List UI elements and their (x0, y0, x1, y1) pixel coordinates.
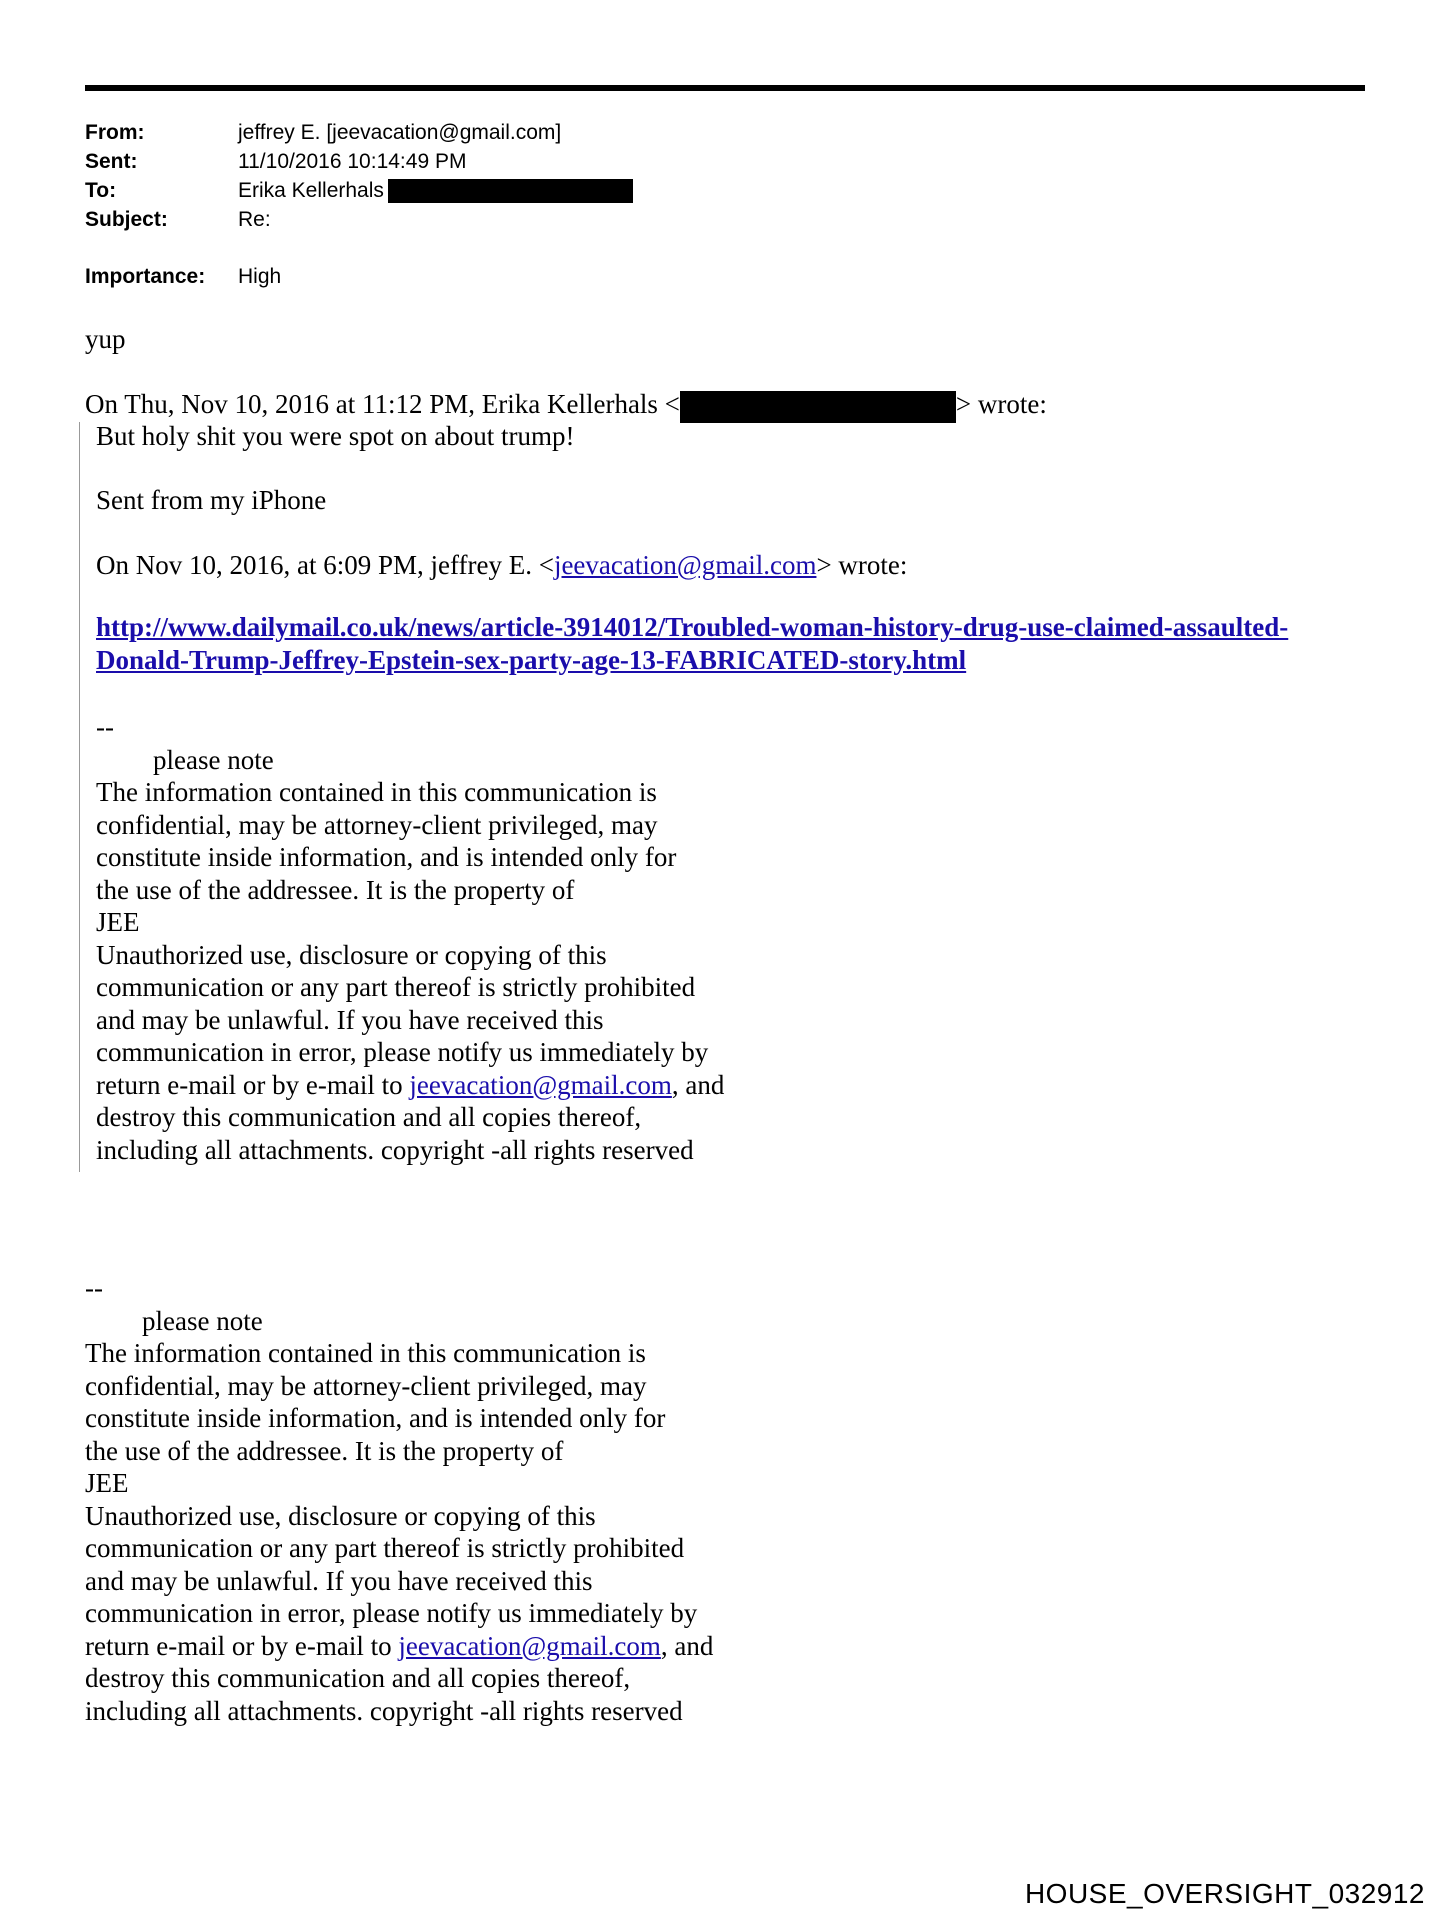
quote1-prefix: On Thu, Nov 10, 2016 at 11:12 PM, Erika Kellerhals < (85, 389, 680, 419)
quote2-attribution (96, 549, 907, 582)
article-link-line1[interactable] (96, 611, 1288, 644)
quote1-line1: But holy shit you were spot on about trump! (96, 421, 575, 451)
bates-number: HOUSE_OVERSIGHT_032912 (1024, 1878, 1425, 1909)
quote1-line2: Sent from my iPhone (96, 485, 327, 515)
disclaimer-line: communication or any part thereof is strictly prohibited (85, 1533, 685, 1563)
disclaimer-line: The information contained in this communication is (96, 777, 657, 807)
disclaimer-line: communication in error, please notify us immediately by (96, 1037, 709, 1067)
disclaimer-dashes: -- (96, 712, 114, 742)
quote2-suffix: > wrote: (816, 550, 908, 580)
disclaimer-return-line (96, 1069, 724, 1102)
disclaimer-line: Unauthorized use, disclosure or copying of this (85, 1500, 596, 1531)
disclaimer-line: Unauthorized use, disclosure or copying of this (96, 939, 607, 970)
disclaimer-line: and may be unlawful. If you have received this (96, 1004, 604, 1035)
quoted-disclaimer (96, 711, 724, 1166)
article-link-part2[interactable]: Donald-Trump-Jeffrey-Epstein-sex-party-age-13-FABRICATED-story.html (96, 645, 967, 675)
redaction-bar (388, 179, 633, 203)
disclaimer-line: JEE (96, 907, 140, 937)
disclaimer-line: constitute inside information, and is intended only for (85, 1403, 666, 1433)
disclaimer-line: confidential, may be attorney-client privileged, may (96, 809, 658, 840)
disclaimer-line: constitute inside information, and is intended only for (96, 842, 677, 872)
disclaimer-line: The information contained in this communication is (85, 1338, 646, 1368)
importance-label: Importance: (85, 265, 206, 288)
sent-label: Sent: (85, 150, 138, 173)
to-label: To: (85, 179, 117, 202)
quote1-suffix: > wrote: (955, 389, 1047, 419)
importance-value: High (238, 265, 282, 288)
reply-text: yup (85, 324, 126, 354)
disclaimer-line: JEE (85, 1468, 129, 1498)
disclaimer-dashes: -- (85, 1273, 103, 1303)
disclaimer-line: including all attachments. copyright -all rights reserved (85, 1695, 683, 1726)
sent-value: 11/10/2016 10:14:49 PM (238, 150, 467, 173)
disclaimer-line: the use of the addressee. It is the property of (96, 874, 575, 905)
top-rule (85, 85, 1365, 91)
redaction-bar (680, 391, 956, 423)
article-link-part1[interactable]: http://www.dailymail.co.uk/news/article-3914012/Troubled-woman-history-drug-use-claimed-assaulted- (96, 612, 1289, 642)
disclaimer-email-link[interactable]: jeevacation@gmail.com (398, 1630, 661, 1661)
disclaimer-line: the use of the addressee. It is the property of (85, 1435, 564, 1466)
disclaimer-line: confidential, may be attorney-client privileged, may (85, 1370, 647, 1401)
outer-disclaimer (85, 1272, 713, 1727)
disclaimer-please-note: please note (153, 744, 274, 775)
to-value: Erika Kellerhals (238, 179, 384, 202)
subject-label: Subject: (85, 208, 168, 231)
disclaimer-return-line (85, 1630, 713, 1663)
disclaimer-line: destroy this communication and all copies thereof, (85, 1663, 631, 1693)
disclaimer-line: destroy this communication and all copies thereof, (96, 1102, 642, 1132)
disclaimer-line: including all attachments. copyright -all rights reserved (96, 1134, 694, 1165)
article-link-line2[interactable] (96, 644, 966, 677)
return-prefix: return e-mail or by e-mail to (85, 1630, 399, 1661)
return-suffix: , and (660, 1630, 714, 1661)
disclaimer-line: communication or any part thereof is strictly prohibited (96, 972, 696, 1002)
quote2-prefix: On Nov 10, 2016, at 6:09 PM, jeffrey E. < (96, 550, 554, 580)
return-suffix: , and (671, 1069, 725, 1100)
disclaimer-line: and may be unlawful. If you have received this (85, 1565, 593, 1596)
disclaimer-please-note: please note (142, 1305, 263, 1336)
subject-value: Re: (238, 208, 271, 231)
disclaimer-line: communication in error, please notify us immediately by (85, 1598, 698, 1628)
quote-bar (79, 422, 80, 1172)
disclaimer-email-link[interactable]: jeevacation@gmail.com (409, 1069, 672, 1100)
to-value-wrap (238, 176, 633, 205)
from-value: jeffrey E. [jeevacation@gmail.com] (238, 121, 562, 144)
return-prefix: return e-mail or by e-mail to (96, 1069, 410, 1100)
quote2-email-link[interactable]: jeevacation@gmail.com (553, 550, 817, 580)
from-label: From: (85, 121, 145, 144)
quote1-attribution (85, 388, 1047, 423)
